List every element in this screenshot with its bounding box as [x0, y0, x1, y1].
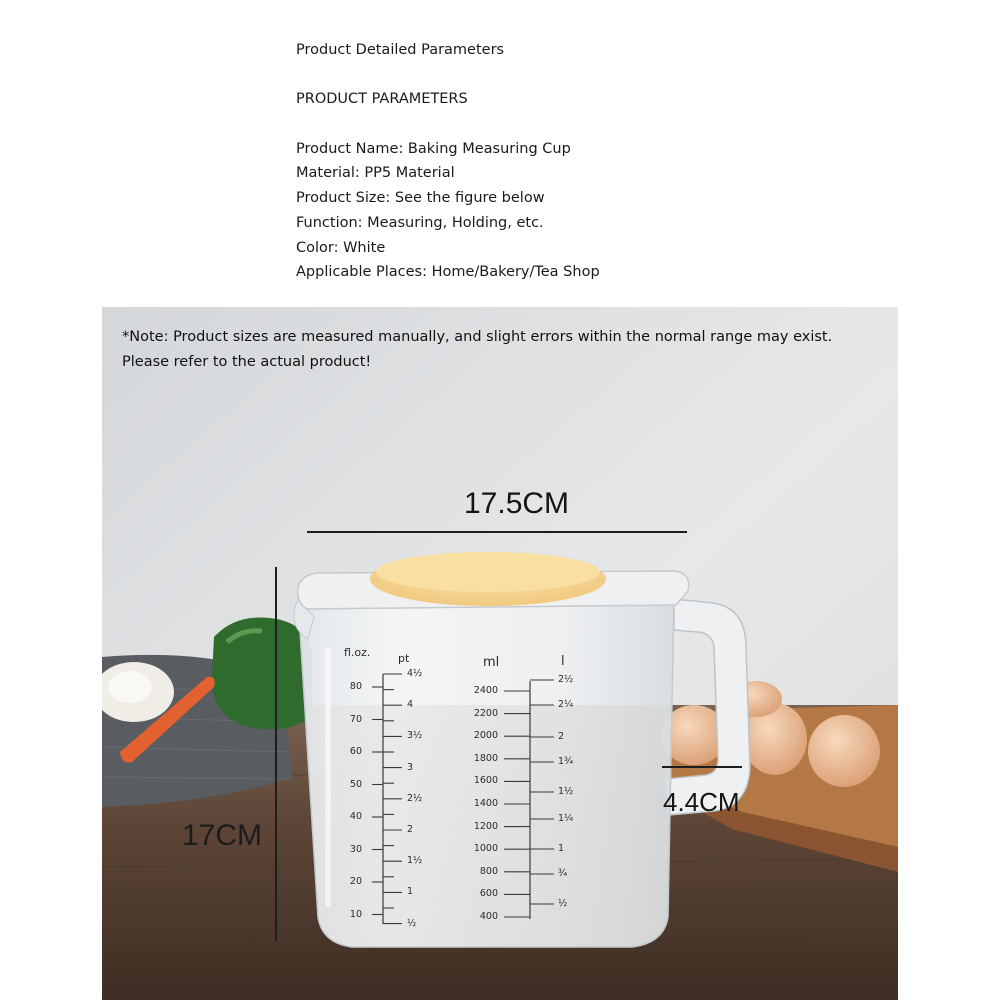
product-parameters: [296, 38, 600, 285]
l-label: ¾: [558, 868, 568, 879]
l-label: 1¼: [558, 813, 574, 824]
pt-label: 1½: [407, 855, 423, 867]
l-header: l: [561, 654, 565, 669]
floz-label-80: 80: [349, 681, 362, 692]
params-heading: Product Detailed Parameters: [296, 42, 505, 58]
ml-label-2000: 2000: [473, 730, 498, 742]
param-color: Color: White: [296, 239, 386, 256]
height-dimension-label: 17CM: [182, 819, 263, 852]
param-material: Material: PP5 Material: [296, 165, 455, 182]
width-dimension-label: 17.5CM: [464, 487, 570, 520]
floz-label-70: 70: [349, 713, 362, 725]
param-applicable-places: Applicable Places: Home/Bakery/Tea Shop: [296, 264, 600, 281]
params-subheading: PRODUCT PARAMETERS: [296, 91, 468, 108]
ml-label-1600: 1600: [473, 775, 498, 787]
floz-label-30: 30: [349, 843, 362, 855]
ml-label-1200: 1200: [473, 820, 498, 832]
ml-label-2200: 2200: [473, 707, 498, 719]
floz-label-10: 10: [349, 908, 362, 920]
pt-label: ½: [407, 917, 417, 929]
pt-header: pt: [398, 652, 410, 665]
l-label: 2: [558, 731, 565, 742]
pt-label: 3½: [407, 730, 423, 742]
ml-label-600: 600: [479, 888, 498, 900]
l-label: 2½: [558, 674, 574, 685]
pt-label: 2: [407, 824, 414, 835]
size-note-line-2: Please refer to the actual product!: [122, 354, 372, 370]
l-label: ½: [558, 898, 568, 909]
floz-header: fl.oz.: [344, 646, 371, 659]
ml-label-2400: 2400: [473, 685, 498, 696]
pt-label: 3: [407, 761, 414, 773]
param-function: Function: Measuring, Holding, etc.: [296, 214, 544, 231]
param-product-name: Product Name: Baking Measuring Cup: [296, 140, 571, 157]
floz-label-40: 40: [349, 811, 362, 822]
measuring-cup-illustration: [102, 307, 898, 1000]
l-label: 1: [558, 843, 565, 854]
ml-header: ml: [483, 655, 500, 670]
ml-label-1400: 1400: [473, 798, 498, 809]
l-label: 1½: [558, 786, 574, 797]
handle-dimension-label: 4.4CM: [663, 787, 740, 817]
ml-label-1000: 1000: [473, 843, 498, 855]
size-note-line-1: *Note: Product sizes are measured manually, and slight errors within the normal range may exist.: [122, 329, 833, 345]
floz-label-60: 60: [349, 746, 362, 757]
ml-label-400: 400: [479, 911, 498, 922]
floz-label-50: 50: [349, 778, 362, 790]
ml-label-1800: 1800: [473, 752, 498, 764]
param-product-size: Product Size: See the figure below: [296, 190, 545, 207]
l-label: 1¾: [558, 756, 574, 767]
pt-label: 4½: [407, 668, 423, 679]
l-label: 2¼: [558, 699, 574, 710]
pt-label: 1: [407, 886, 414, 898]
pt-label: 4: [407, 699, 414, 711]
product-photo: [102, 307, 898, 1000]
pt-label: 2½: [407, 792, 423, 804]
ml-label-800: 800: [479, 865, 498, 877]
floz-label-20: 20: [349, 876, 362, 887]
size-note: [122, 325, 832, 375]
